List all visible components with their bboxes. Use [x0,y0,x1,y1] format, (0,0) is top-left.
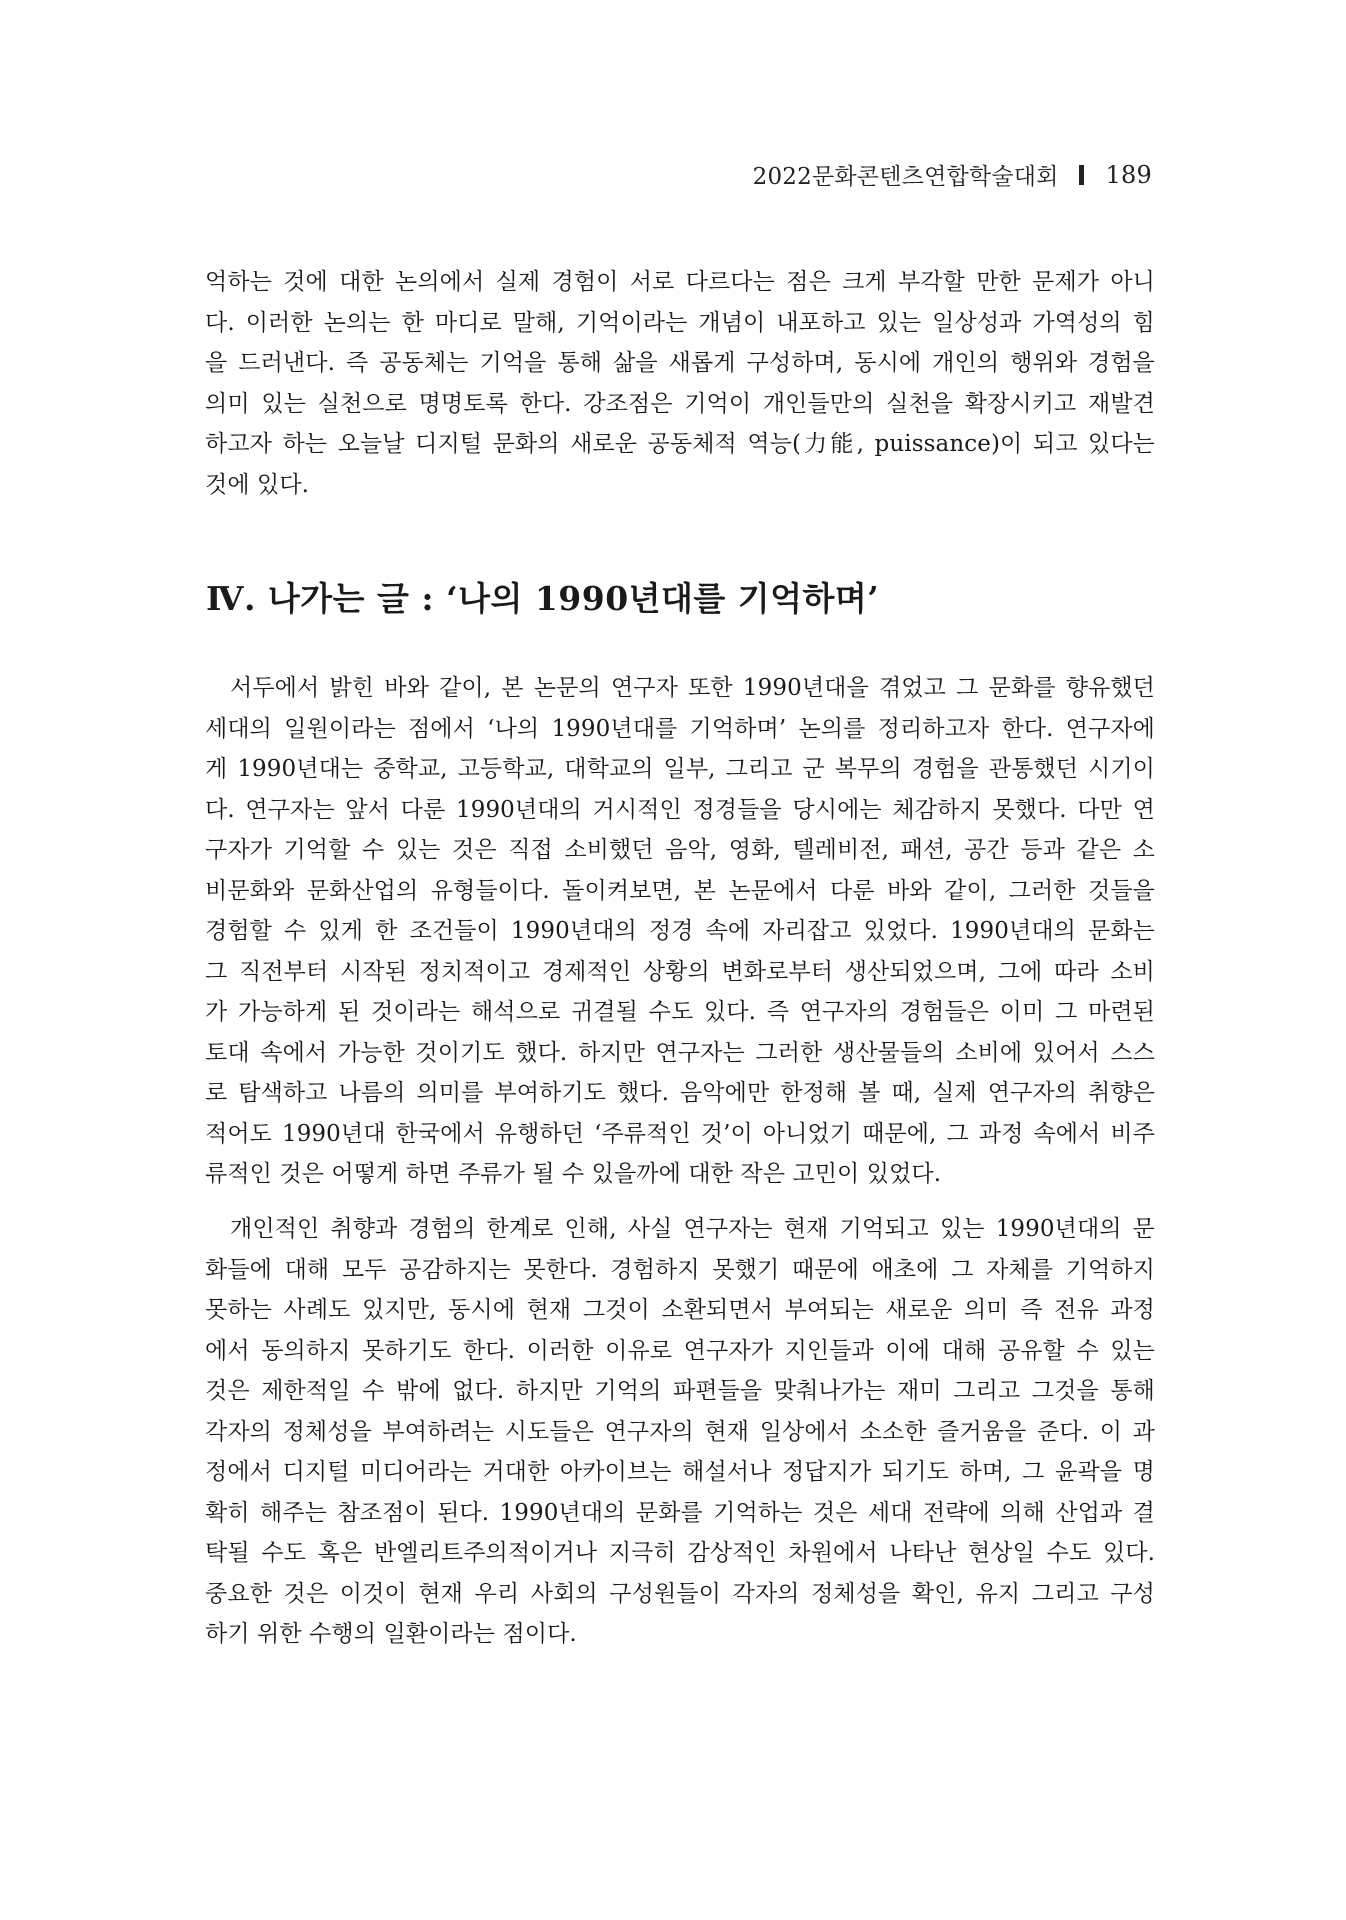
paragraph-3 [205,1209,1155,1655]
page-number: 189 [1105,160,1152,189]
conference-title: 2022문화콘텐츠연합학술대회 [752,164,1059,190]
text-line: 그 직전부터 시작된 정치적이고 경제적인 상황의 변화로부터 생산되었으며, 그에 따라 소비 [205,958,1155,985]
text-line: 로 탐색하고 나름의 의미를 부여하기도 했다. 음악에만 한정해 볼 때, 실제 연구자의 취향은 [205,1080,1155,1106]
paragraph-1 [205,262,1155,505]
text-line: 게 1990년대는 중학교, 고등학교, 대학교의 일부, 그리고 군 복무의 경험을 관통했던 시기이 [205,756,1155,782]
text-line: 못하는 사례도 있지만, 동시에 현재 그것이 소환되면서 부여되는 새로운 의미 즉 전유 과정 [205,1297,1155,1323]
text-line: 하기 위한 수행의 일환이라는 점이다. [205,1621,577,1647]
text-line: 가 가능하게 된 것이라는 해석으로 귀결될 수도 있다. 즉 연구자의 경험들은 이미 그 마련된 [205,999,1155,1025]
text-line: 화들에 대해 모두 공감하지는 못한다. 경험하지 못했기 때문에 애초에 그 자체를 기억하지 [205,1256,1155,1283]
text-line: 토대 속에서 가능한 것이기도 했다. 하지만 연구자는 그러한 생산물들의 소비에 있어서 스스 [205,1039,1155,1066]
text-line: 것에 있다. [205,471,310,498]
text-line: 정에서 디지털 미디어라는 거대한 아카이브는 해설서나 정답지가 되기도 하며, 그 윤곽을 명 [205,1459,1155,1485]
text-line: 비문화와 문화산업의 유형들이다. 돌이켜보면, 본 논문에서 다룬 바와 같이, 그러한 것들을 [205,877,1155,904]
text-line: 세대의 일원이라는 점에서 ‘나의 1990년대를 기억하며’ 논의를 정리하고자 한다. 연구자에 [205,715,1155,742]
text-line: 경험할 수 있게 한 조건들이 1990년대의 정경 속에 자리잡고 있었다. 1990년대의 문화는 [205,918,1155,944]
text-line: 의미 있는 실천으로 명명토록 한다. 강조점은 기억이 개인들만의 실천을 확장시키고 재발견 [205,390,1155,417]
text-line: 을 드러낸다. 즉 공동체는 기억을 통해 삶을 새롭게 구성하며, 동시에 개인의 행위와 경험을 [205,350,1155,376]
header-separator [1079,165,1084,185]
text-line: 확히 해주는 참조점이 된다. 1990년대의 문화를 기억하는 것은 세대 전략에 의해 산업과 결 [205,1499,1155,1526]
text-line: 것은 제한적일 수 밖에 없다. 하지만 기억의 파편들을 맞춰나가는 재미 그리고 그것을 통해 [205,1378,1155,1404]
running-header [753,158,1152,191]
text-line: 중요한 것은 이것이 현재 우리 사회의 구성원들이 각자의 정체성을 확인, 유지 그리고 구성 [205,1580,1155,1607]
text-line: 구자가 기억할 수 있는 것은 직접 소비했던 음악, 영화, 텔레비전, 패션, 공간 등과 같은 소 [205,837,1155,863]
text-line: 하고자 하는 오늘날 디지털 문화의 새로운 공동체적 역능(力能, puissance)이 되고 있다는 [205,431,1155,457]
text-line: 각자의 정체성을 부여하려는 시도들은 연구자의 현재 일상에서 소소한 즐거움을 준다. 이 과 [205,1418,1155,1445]
text-line: 류적인 것은 어떻게 하면 주류가 될 수 있을까에 대한 작은 고민이 있었다. [205,1161,942,1187]
text-line: 서두에서 밝힌 바와 같이, 본 논문의 연구자 또한 1990년대을 겪었고 그 문화를 향유했던 [230,675,1155,701]
text-line: 에서 동의하지 못하기도 한다. 이러한 이유로 연구자가 지인들과 이에 대해 공유할 수 있는 [205,1337,1155,1364]
text-line: 적어도 1990년대 한국에서 유행하던 ‘주류적인 것’이 아니었기 때문에, 그 과정 속에서 비주 [205,1120,1155,1147]
text-line: 다. 연구자는 앞서 다룬 1990년대의 거시적인 정경들을 당시에는 체감하지 못했다. 다만 연 [205,796,1155,823]
text-line: 억하는 것에 대한 논의에서 실제 경험이 서로 다르다는 점은 크게 부각할 만한 문제가 아니 [205,269,1155,295]
text-line: 탁될 수도 혹은 반엘리트주의적이거나 지극히 감상적인 차원에서 나타난 현상일 수도 있다. [205,1540,1155,1566]
section-heading: Ⅳ. 나가는 글 : ‘나의 1990년대를 기억하며’ [206,579,880,618]
text-line: 다. 이러한 논의는 한 마디로 말해, 기억이라는 개념이 내포하고 있는 일상성과 가역성의 힘 [205,309,1155,336]
text-line: 개인적인 취향과 경험의 한계로 인해, 사실 연구자는 현재 기억되고 있는 1990년대의 문 [230,1216,1155,1242]
paragraph-2 [205,668,1155,1195]
